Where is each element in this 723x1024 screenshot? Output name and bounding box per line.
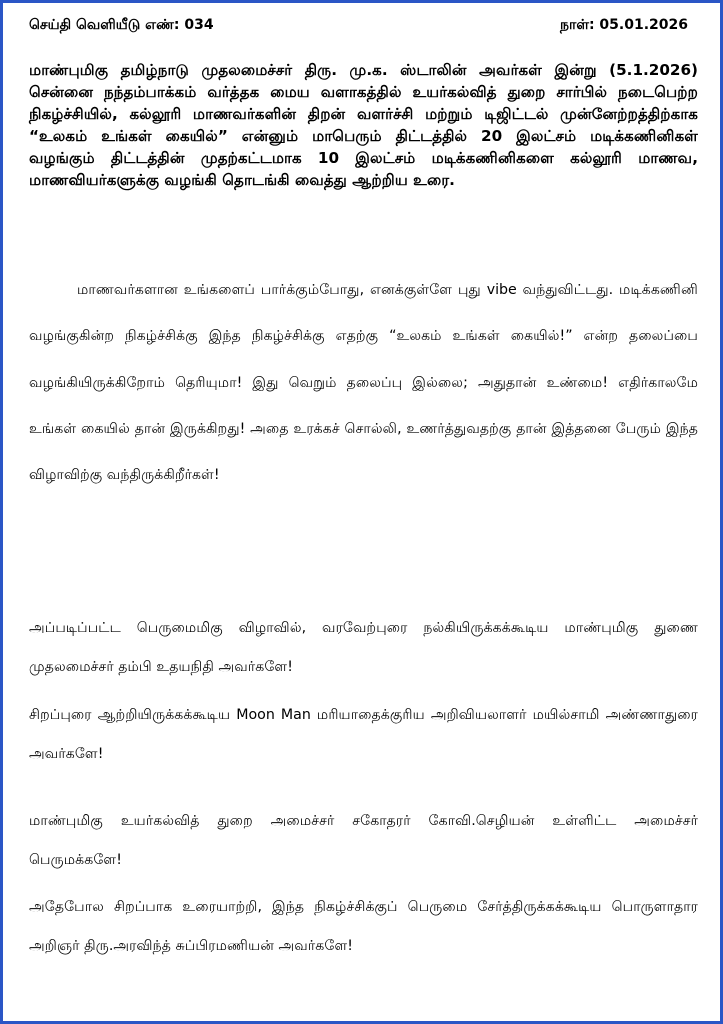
speech-paragraph: அப்படிப்பட்ட பெருமைமிகு விழாவில், வரவேற்புரை நல்கியிருக்கக்கூடிய மாண்புமிகு துணை முதலமைச்சர் தம்பி உதயநிதி அவர்களே! (29, 620, 698, 675)
speech-paragraph: சிறப்புரை ஆற்றியிருக்கக்கூடிய Moon Man மரியாதைக்குரிய அறிவியலாளர் மயில்சாமி அண்ணாதுரை அவர்களே! (29, 707, 698, 762)
speech-paragraph: மாண்புமிகு உயர்கல்வித் துறை அமைச்சர் சகோதரர் கோவி.செழியன் உள்ளிட்ட அமைச்சர் பெருமக்களே! (29, 813, 698, 868)
document-header (29, 15, 688, 37)
press-release-number: செய்தி வெளியீடு எண்: 034 (29, 17, 214, 33)
lead-summary: மாண்புமிகு தமிழ்நாடு முதலமைச்சர் திரு. மு.க. ஸ்டாலின் அவர்கள் இன்று (5.1.2026) சென்னை நந்தம்பாக்கம் வர்த்தக மைய வளாகத்தில் உயர்கல்வித் துறை சார்பில் நடைபெற்ற நிகழ்ச்சியில், கல்லூரி மாணவர்களின் திறன் வளர்ச்சி மற்றும் டிஜிட்டல் முன்னேற்றத்திற்காக “உலகம் உங்கள் கையில்” என்னும் மாபெரும் திட்டத்தில் 20 இலட்சம் மடிக்கணினிகள் வழங்கும் திட்டத்தின் முதற்கட்டமாக 10 இலட்சம் மடிக்கணினிகளை கல்லூரி மாணவ, மாணவியர்களுக்கு வழங்கி தொடங்கி வைத்து ஆற்றிய உரை. (29, 61, 698, 189)
release-date: நாள்: 05.01.2026 (560, 17, 688, 33)
speech-paragraph: மாணவர்களான உங்களைப் பார்க்கும்போது, எனக்குள்ளே புது vibe வந்துவிட்டது. மடிக்கணினி வழங்குகின்ற நிகழ்ச்சிக்கு இந்த நிகழ்ச்சிக்கு எதற்கு “உலகம் உங்கள் கையில்!” என்ற தலைப்பை வழங்கியிருக்கிறோம் தெரியுமா! இது வெறும் தலைப்பு இல்லை; அதுதான் உண்மை! எதிர்காலமே உங்கள் கையில் தான் இருக்கிறது! அதை உரக்கச் சொல்லி, உணர்த்துவதற்கு தான் இத்தனை பேரும் இந்த விழாவிற்கு வந்திருக்கிறீர்கள்! (29, 282, 698, 484)
speech-paragraph: அதேபோல சிறப்பாக உரையாற்றி, இந்த நிகழ்ச்சிக்குப் பெருமை சேர்த்திருக்கக்கூடிய பொருளாதார அறிஞர் திரு.அரவிந்த் சுப்பிரமணியன் அவர்களே! (29, 899, 698, 954)
